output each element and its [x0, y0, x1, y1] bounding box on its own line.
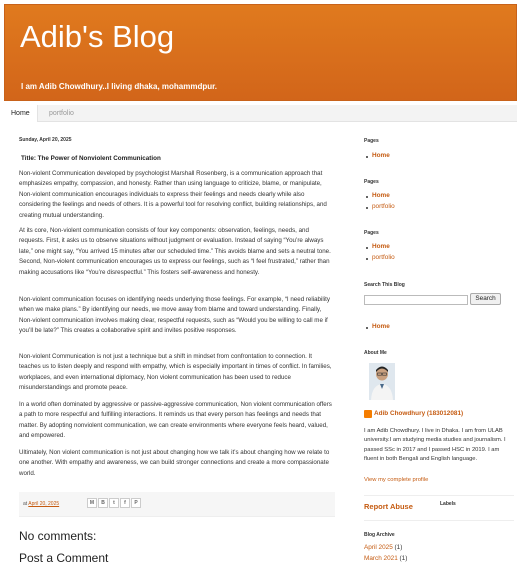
archive-month-link[interactable]: March 2021: [364, 555, 398, 562]
bullet-icon: [366, 156, 368, 158]
pages-widget-title: Pages: [364, 179, 379, 185]
pages-widget-title: Pages: [364, 230, 379, 236]
post-paragraph: At its core, Non-violent communication consists of four key components: observation, feelings, needs, and requests. First, it asks us to observe situations without judgment or evaluation. Instead of saying “You’re always late,” one might say, “You arrived 15 minutes after our scheduled time.” This avoids blame and sets a neutral tone. Second, Non-violent communication encourages us to express our feelings, such as “I feel frustrated,” rather than making accusations like “You’re disrespectful.” This fosters self-awareness and honesty.: [19, 227, 331, 276]
sidebar-link-portfolio[interactable]: portfolio: [372, 254, 395, 261]
labels-widget-title: Labels: [440, 501, 456, 507]
archive-item[interactable]: [364, 544, 402, 551]
post-date: Sunday, April 20, 2025: [19, 137, 72, 143]
twitter-icon[interactable]: t: [109, 498, 119, 508]
bullet-icon: [366, 247, 368, 249]
archive-item[interactable]: [364, 555, 407, 562]
about-me-text: I am Adib Chowdhury. I live in Dhaka. I am from ULAB university.I am studying media studies and journalism. I passed SSc in 2017 and I passed HSC in 2019. I am fluent in both Bengali and English language.: [364, 428, 506, 463]
divider: [364, 520, 514, 521]
post-title: Title: The Power of Nonviolent Communication: [21, 155, 161, 162]
bullet-icon: [366, 327, 368, 329]
at-label: at: [23, 501, 28, 507]
archive-count: (1): [392, 544, 403, 551]
post-timestamp-line: [23, 501, 59, 507]
sidebar-link-home[interactable]: Home: [372, 192, 390, 199]
blog-description: I am Adib Chowdhury..I living dhaka, mohammdpur.: [21, 82, 218, 91]
blog-title[interactable]: Adib's Blog: [20, 19, 175, 54]
sidebar-link-home[interactable]: Home: [372, 243, 390, 250]
pinterest-icon[interactable]: P: [131, 498, 141, 508]
profile-name-link[interactable]: Adib Chowdhury (183012081): [374, 410, 464, 417]
archive-count: (1): [397, 555, 408, 562]
view-profile-link[interactable]: View my complete profile: [364, 477, 429, 483]
pages-widget-title: Pages: [364, 138, 379, 144]
bullet-icon: [366, 196, 368, 198]
about-widget-title: About Me: [364, 350, 387, 356]
profile-photo[interactable]: [369, 363, 395, 400]
post-paragraph: Non-violent Communication developed by psychologist Marshall Rosenberg, is a communication approach that emphasizes empathy, compassion, and honesty. Rather than using language to criticize, blame, or manipulate, Non-violent communication encourages individuals to express their feelings and needs clearly while also considering the feelings and needs of others. It is a powerful tool for resolving conflict, building relationships, and creating mutual understanding.: [19, 170, 327, 219]
email-icon[interactable]: M: [87, 498, 97, 508]
post-footer: [19, 492, 335, 517]
facebook-icon[interactable]: f: [120, 498, 130, 508]
sidebar-link-home[interactable]: Home: [372, 152, 390, 159]
bullet-icon: [366, 207, 368, 209]
post-paragraph: Ultimately, Non violent communication is not just about changing how we talk it’s about changing how we relate to one another. With empathy and awareness, we can build stronger connections and create a more compassionate world.: [19, 449, 330, 477]
no-comments-heading: No comments:: [19, 529, 97, 543]
post-paragraph: Non-violent Communication is not just a technique but a shift in mindset from confrontation to connection. It teaches us to listen deeply and respond with empathy, which is especially important in times of conflict. In families, workplaces, and even international diplomacy, Non violent communication has been used to reduce misunderstandings and promote peace.: [19, 353, 332, 392]
sidebar-link-home[interactable]: Home: [372, 323, 390, 330]
archive-month-link[interactable]: April 2025: [364, 544, 393, 551]
main-column: [19, 137, 335, 565]
search-button[interactable]: Search: [470, 293, 501, 305]
tab-portfolio[interactable]: portfolio: [49, 110, 74, 117]
post-timestamp-link[interactable]: April 20, 2025: [28, 501, 60, 507]
post-paragraph: Non-violent communication focuses on identifying needs underlying those feelings. For example, “I need reliability when we make plans.” By identifying our needs, we move away from blame and toward understanding. Finally, Non-violent communication involves making clear, respectful requests, such as “Would you be willing to call me if you’ll be late?” This creates a collaborative spirit and invites positive responses.: [19, 296, 330, 335]
page-tabs: [4, 105, 517, 122]
archive-widget-title: Blog Archive: [364, 532, 395, 538]
tab-home[interactable]: Home: [4, 105, 38, 122]
blog-header: [4, 4, 517, 101]
post-a-comment-heading: Post a Comment: [19, 551, 109, 565]
blogger-profile-icon: [364, 410, 372, 418]
sidebar-link-portfolio[interactable]: portfolio: [372, 203, 395, 210]
person-icon: [369, 363, 395, 400]
blogthis-icon[interactable]: B: [98, 498, 108, 508]
report-abuse-link[interactable]: Report Abuse: [364, 502, 413, 511]
search-input[interactable]: [364, 295, 468, 305]
post-paragraph: In a world often dominated by aggressive or passive-aggressive communication, Non violent communication offers a path to more respectful and fulfilling interactions. It reminds us that every person has feelings and needs that matter. By adopting nonviolent communication, we can create environments where everyone feels heard, valued, and empowered.: [19, 401, 332, 440]
divider: [364, 495, 514, 496]
search-widget-title: Search This Blog: [364, 282, 405, 288]
bullet-icon: [366, 258, 368, 260]
